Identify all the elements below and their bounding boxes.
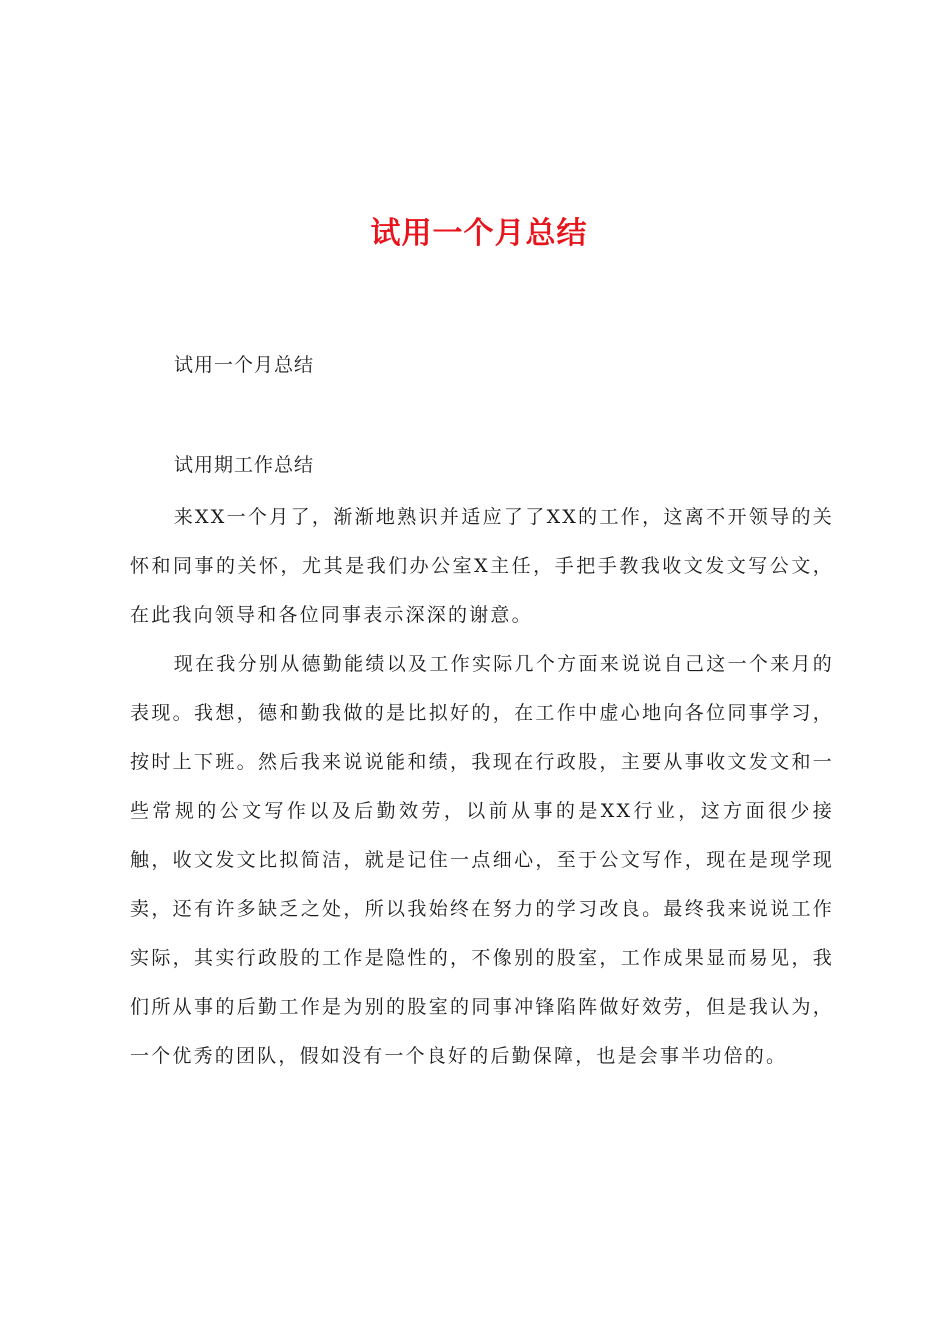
body-paragraph-1: 来XX一个月了，渐渐地熟识并适应了了XX的工作，这离不开领导的关怀和同事的关怀，尤其是我们办公室X主任，手把手教我收文发文写公文，在此我向领导和各位同事表示深深的谢意。 [130,506,834,626]
document-subtitle: 试用一个月总结 [174,354,315,376]
body-paragraph-2: 现在我分别从德勤能绩以及工作实际几个方面来说说自己这一个来月的表现。我想，德和勤我做的是比拟好的，在工作中虚心地向各位同事学习，按时上下班。然后我来说说能和绩，我现在行政股，主要从事收文发文和一些常规的公文写作以及后勤效劳，以前从事的是XX行业，这方面很少接触，收文发文比拟简洁，就是记住一点细心，至于公文写作，现在是现学现卖，还有许多缺乏之处，所以我始终在努力的学习改良。最终我来说说工作实际，其实行政股的工作是隐性的，不像别的股室，工作成果显而易见，我们所从事的后勤工作是为别的股室的同事冲锋陷阵做好效劳，但是我认为，一个优秀的团队，假如没有一个良好的后勤保障，也是会事半功倍的。 [130,653,834,1067]
section-heading: 试用期工作总结 [174,454,315,476]
document-title: 试用一个月总结 [370,216,588,251]
